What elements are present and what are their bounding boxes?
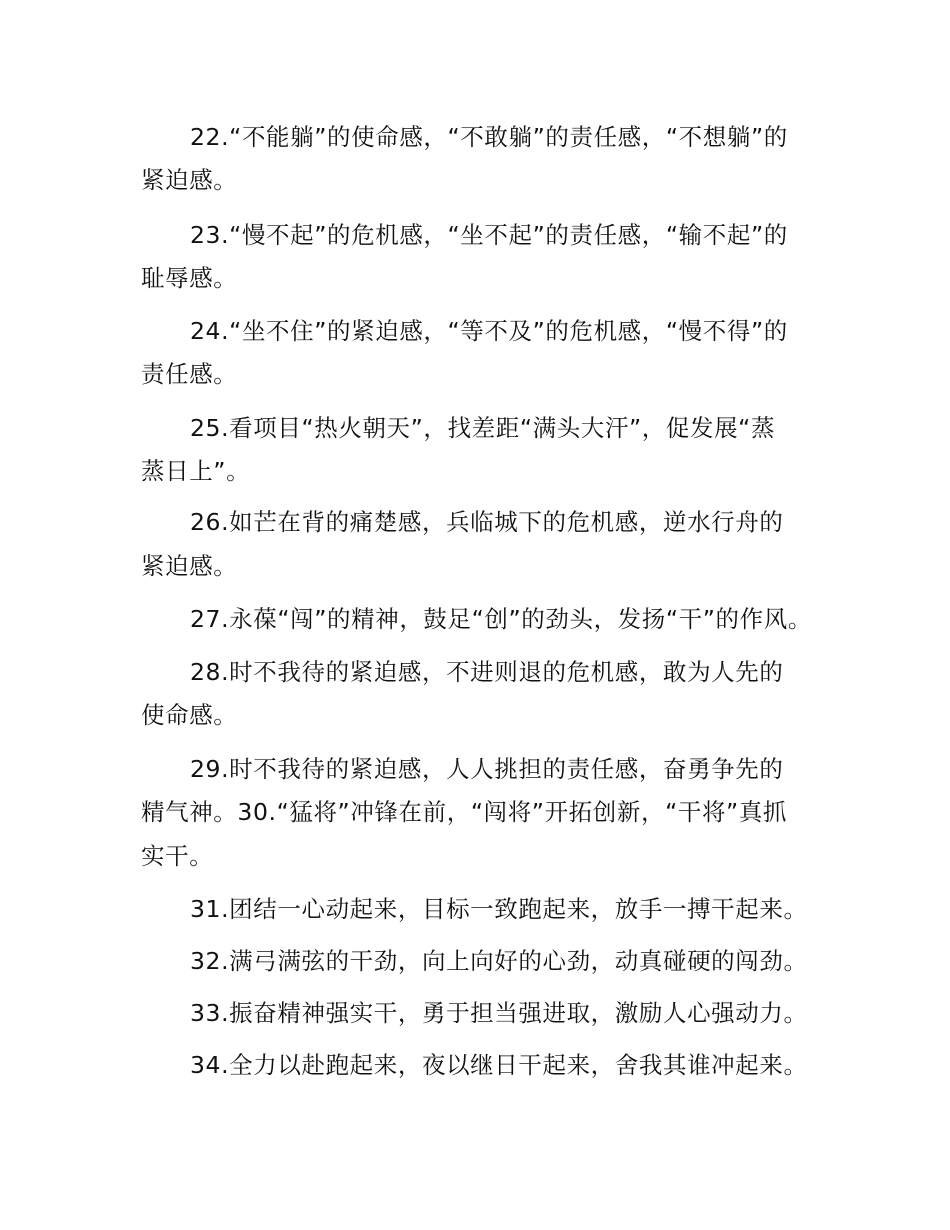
paragraph-33-line-1: 33.振奋精神强实干，勇于担当强进取，激励人心强动力。 bbox=[190, 999, 808, 1027]
paragraph-24-line-1: 24.“坐不住”的紧迫感，“等不及”的危机感，“慢不得”的 bbox=[190, 317, 788, 345]
paragraph-24-line-2: 责任感。 bbox=[141, 360, 238, 388]
paragraph-26-line-2: 紧迫感。 bbox=[141, 552, 238, 580]
paragraph-28-line-2: 使命感。 bbox=[141, 701, 238, 729]
paragraph-22-line-2: 紧迫感。 bbox=[141, 166, 238, 194]
paragraph-28-line-1: 28.时不我待的紧迫感，不进则退的危机感，敢为人先的 bbox=[190, 658, 784, 686]
paragraph-25-line-1: 25.看项目“热火朝天”，找差距“满头大汗”，促发展“蒸 bbox=[190, 414, 776, 442]
paragraph-25-line-2: 蒸日上”。 bbox=[141, 457, 251, 485]
paragraph-31-line-1: 31.团结一心动起来，目标一致跑起来，放手一搏干起来。 bbox=[190, 895, 808, 923]
paragraph-23-line-2: 耻辱感。 bbox=[141, 264, 238, 292]
paragraph-27-line-1: 27.永葆“闯”的精神，鼓足“创”的劲头，发扬“干”的作风。 bbox=[190, 605, 812, 633]
paragraph-29-line-1: 29.时不我待的紧迫感，人人挑担的责任感，奋勇争先的 bbox=[190, 755, 784, 783]
paragraph-23-line-1: 23.“慢不起”的危机感，“坐不起”的责任感，“输不起”的 bbox=[190, 221, 788, 249]
paragraph-26-line-1: 26.如芒在背的痛楚感，兵临城下的危机感，逆水行舟的 bbox=[190, 508, 784, 536]
paragraph-29-line-2: 精气神。30.“猛将”冲锋在前，“闯将”开拓创新，“干将”真抓 bbox=[141, 798, 788, 826]
paragraph-22-line-1: 22.“不能躺”的使命感，“不敢躺”的责任感，“不想躺”的 bbox=[190, 123, 788, 151]
paragraph-34-line-1: 34.全力以赴跑起来，夜以继日干起来，舍我其谁冲起来。 bbox=[190, 1051, 808, 1079]
paragraph-32-line-1: 32.满弓满弦的干劲，向上向好的心劲，动真碰硬的闯劲。 bbox=[190, 947, 808, 975]
paragraph-29-line-3: 实干。 bbox=[141, 842, 214, 870]
